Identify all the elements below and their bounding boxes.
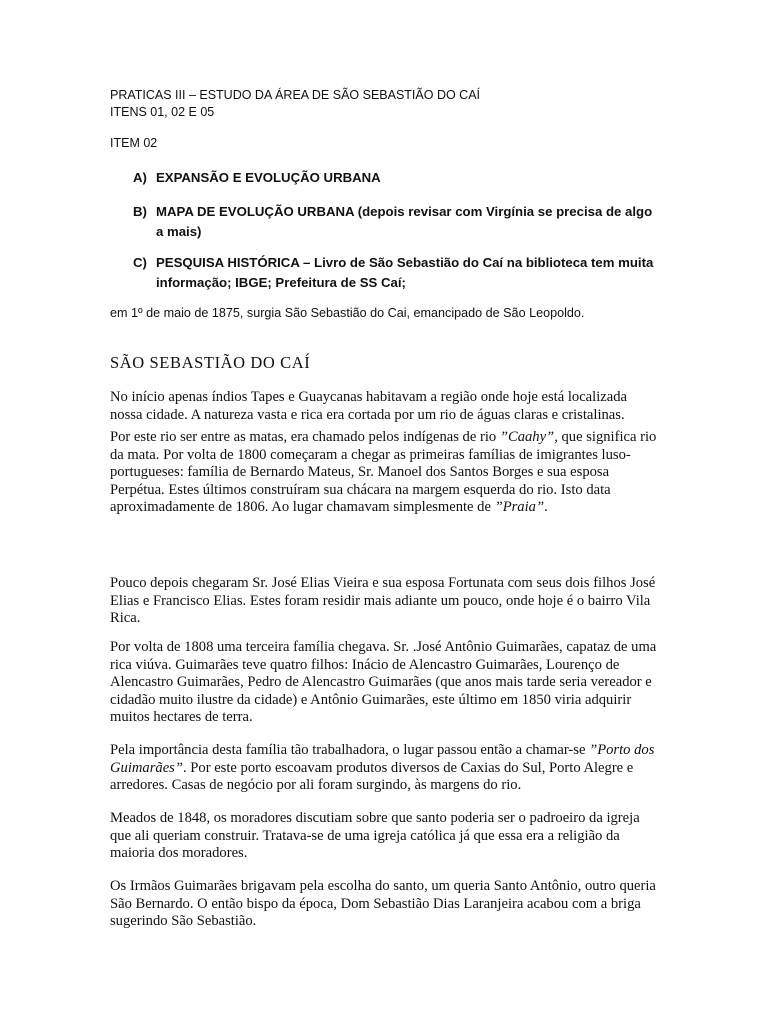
- section-title: SÃO SEBASTIÃO DO CAÍ: [110, 353, 311, 372]
- items-line: ITENS 01, 02 E 05: [110, 105, 215, 119]
- praia-term: ”Praia”: [494, 499, 545, 516]
- list-text: MAPA DE EVOLUÇÃO URBANA (depois revisar com Virgínia se precisa de algo a mais): [156, 204, 653, 239]
- list-text: PESQUISA HISTÓRICA – Livro de São Sebastião do Caí na biblioteca tem muita informação; IBGE; Prefeitura de SS Caí;: [156, 255, 654, 290]
- list-text: EXPANSÃO E EVOLUÇÃO URBANA: [156, 170, 381, 185]
- list-marker: A): [133, 170, 147, 185]
- document-title: PRATICAS III – ESTUDO DA ÁREA DE SÃO SEBASTIÃO DO CAÍ: [110, 88, 481, 102]
- paragraph-4: Por volta de 1808 uma terceira família chegava. Sr. .José Antônio Guimarães, capataz de uma rica viúva. Guimarães teve quatro filhos: Inácio de Alencastro Guimarães, Lourenço de Alencastro Guimarães, Pedro de Alencastro Guimarães (que anos mais tarde seria vereador e cidadão muito ilustre da cidade) e Antônio Guimarães, este último em 1850 viria adquirir muitos hectares de terra.: [110, 639, 657, 726]
- paragraph-5-text-b: . Por este porto escoavam produtos diversos de Caxias do Sul, Porto Alegre e arredores. Casas de negócio por ali foram surgindo, às margens do rio.: [110, 759, 634, 794]
- paragraph-6: Meados de 1848, os moradores discutiam sobre que santo poderia ser o padroeiro da igreja que ali queriam construir. Tratava-se de uma igreja católica já que essa era a religião da maioria dos moradores.: [110, 810, 640, 862]
- intro-line: em 1º de maio de 1875, surgia São Sebastião do Cai, emancipado de São Leopoldo.: [110, 306, 585, 320]
- paragraph-2: [110, 429, 660, 517]
- paragraph-7: Os Irmãos Guimarães brigavam pela escolha do santo, um queria Santo Antônio, outro queria São Bernardo. O então bispo da época, Dom Sebastião Dias Laranjeira acabou com a briga sugerindo São Sebastião.: [110, 878, 656, 930]
- paragraph-5: [110, 742, 660, 795]
- paragraph-2-text-a: Por este rio ser entre as matas, era chamado pelos indígenas de rio: [110, 429, 500, 445]
- list-marker: B): [133, 204, 147, 219]
- paragraph-1: No início apenas índios Tapes e Guaycanas habitavam a região onde hoje está localizada nossa cidade. A natureza vasta e rica era cortada por um rio de águas claras e cristalinas.: [110, 389, 627, 423]
- caahy-term: ”Caahy”: [499, 429, 555, 445]
- porto-term: ”Porto dos Guimarães”: [110, 742, 655, 776]
- item-label: ITEM 02: [110, 136, 158, 150]
- paragraph-3: Pouco depois chegaram Sr. José Elias Vieira e sua esposa Fortunata com seus dois filhos José Elias e Francisco Elias. Estes foram residir mais adiante um pouco, onde hoje é o bairro Vila Rica.: [110, 575, 656, 627]
- paragraph-2-text-c: .: [544, 499, 548, 516]
- paragraph-2-text-b: , que significa rio da mata. Por volta de 1800 começaram a chegar as primeiras famílias de imigrantes luso-portugueses: família de Bernardo Mateus, Sr. Manoel dos Santos Borges e sua esposa Perpétua. Estes últimos construíram sua chácara na margem esquerda do rio. Isto data aproximadamente de 1806. Ao lugar chamavam simplesmente de: [110, 429, 657, 516]
- list-marker: C): [133, 255, 147, 270]
- paragraph-5-text-a: Pela importância desta família tão trabalhadora, o lugar passou então a chamar-se: [110, 742, 590, 758]
